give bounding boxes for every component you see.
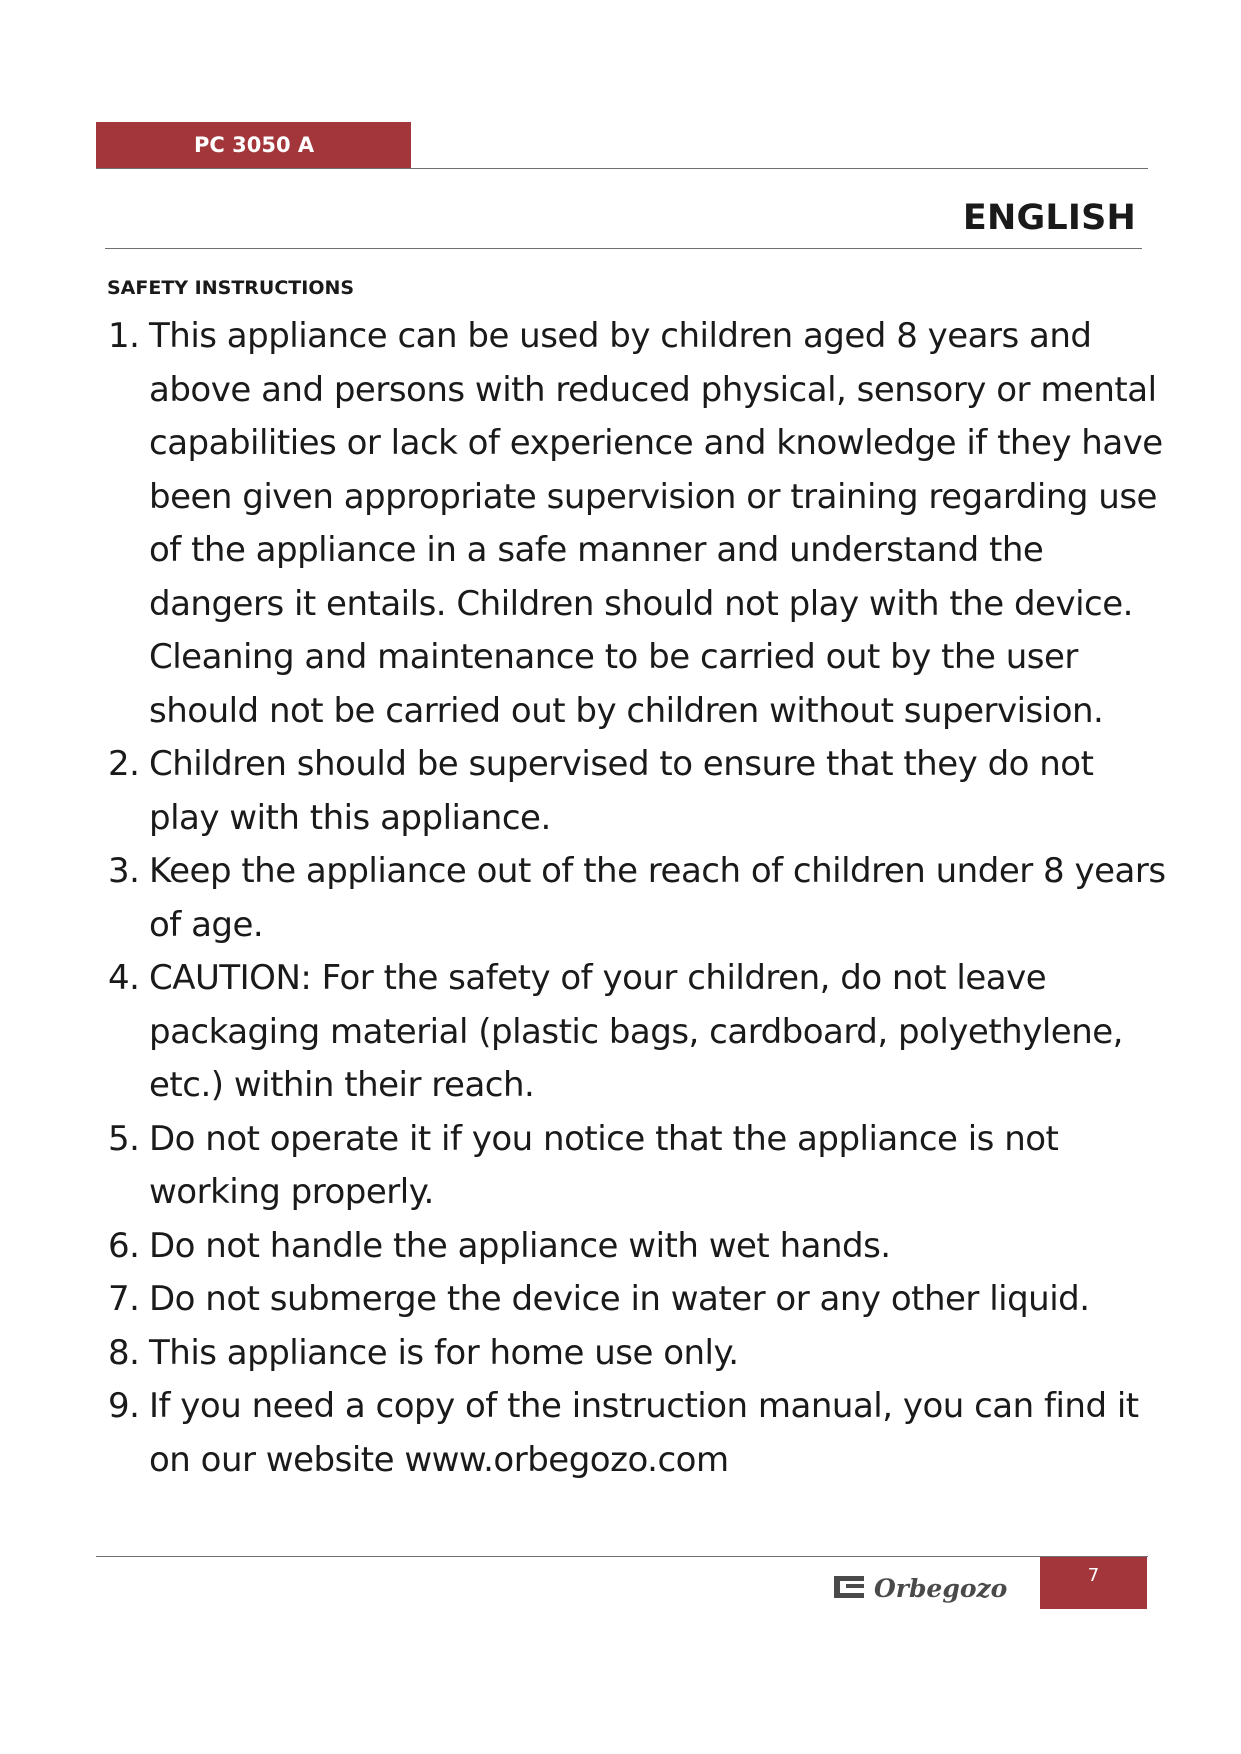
item-text: This appliance is for home use only. [149,1332,739,1373]
list-item [108,1220,1170,1274]
footer-divider [96,1556,1148,1557]
list-item [108,1327,1170,1381]
model-tab [96,122,411,168]
language-heading: ENGLISH [962,198,1136,238]
safety-instructions-list [108,310,1170,1487]
item-text: If you need a copy of the instruction manual, you can find it on our website www.orbegozo.com [149,1386,1139,1480]
list-item [108,1273,1170,1327]
page-number: 7 [1087,1565,1100,1586]
item-text: Children should be supervised to ensure that they do not play with this appliance. [149,744,1094,838]
language-divider [105,248,1142,249]
item-number: 1. [108,316,140,356]
item-number: 9. [108,1386,140,1426]
list-item [108,952,1170,1113]
item-number: 6. [108,1225,140,1266]
header-divider [96,168,1148,169]
brand-wordmark: Orbegozo [874,1574,1008,1603]
section-title: SAFETY INSTRUCTIONS [107,277,355,299]
item-text: CAUTION: For the safety of your children, do not leave packaging material (plastic bags, cardboard, polyethylene, etc.) within their reach. [149,958,1123,1105]
item-text: This appliance can be used by children aged 8 years and above and persons with reduced physical, sensory or mental capabilities or lack of experience and knowledge if they have been given appropriate supervision or training regarding use of the appliance in a safe manner and understand the dangers it entails. Children should not play with the device. Cleaning and maintenance to be carried out by the user should not be carried out by children without supervision. [149,316,1163,731]
page-number-box [1040,1557,1147,1609]
item-text: Keep the appliance out of the reach of children under 8 years of age. [149,851,1166,945]
orbegozo-logo-icon [830,1568,1030,1606]
item-number: 7. [108,1279,140,1319]
item-text: Do not handle the appliance with wet hands. [149,1225,891,1266]
item-number: 5. [108,1118,140,1159]
list-item [108,845,1170,952]
list-item [108,1380,1170,1487]
list-item [108,310,1170,738]
list-item [108,738,1170,845]
model-label: PC 3050 A [194,133,315,157]
item-number: 3. [108,851,140,891]
item-text: Do not submerge the device in water or any other liquid. [149,1279,1090,1319]
list-item [108,1113,1170,1220]
item-number: 4. [108,958,140,998]
item-number: 8. [108,1332,140,1373]
item-text: Do not operate it if you notice that the appliance is not working properly. [149,1118,1059,1212]
item-number: 2. [108,744,140,784]
